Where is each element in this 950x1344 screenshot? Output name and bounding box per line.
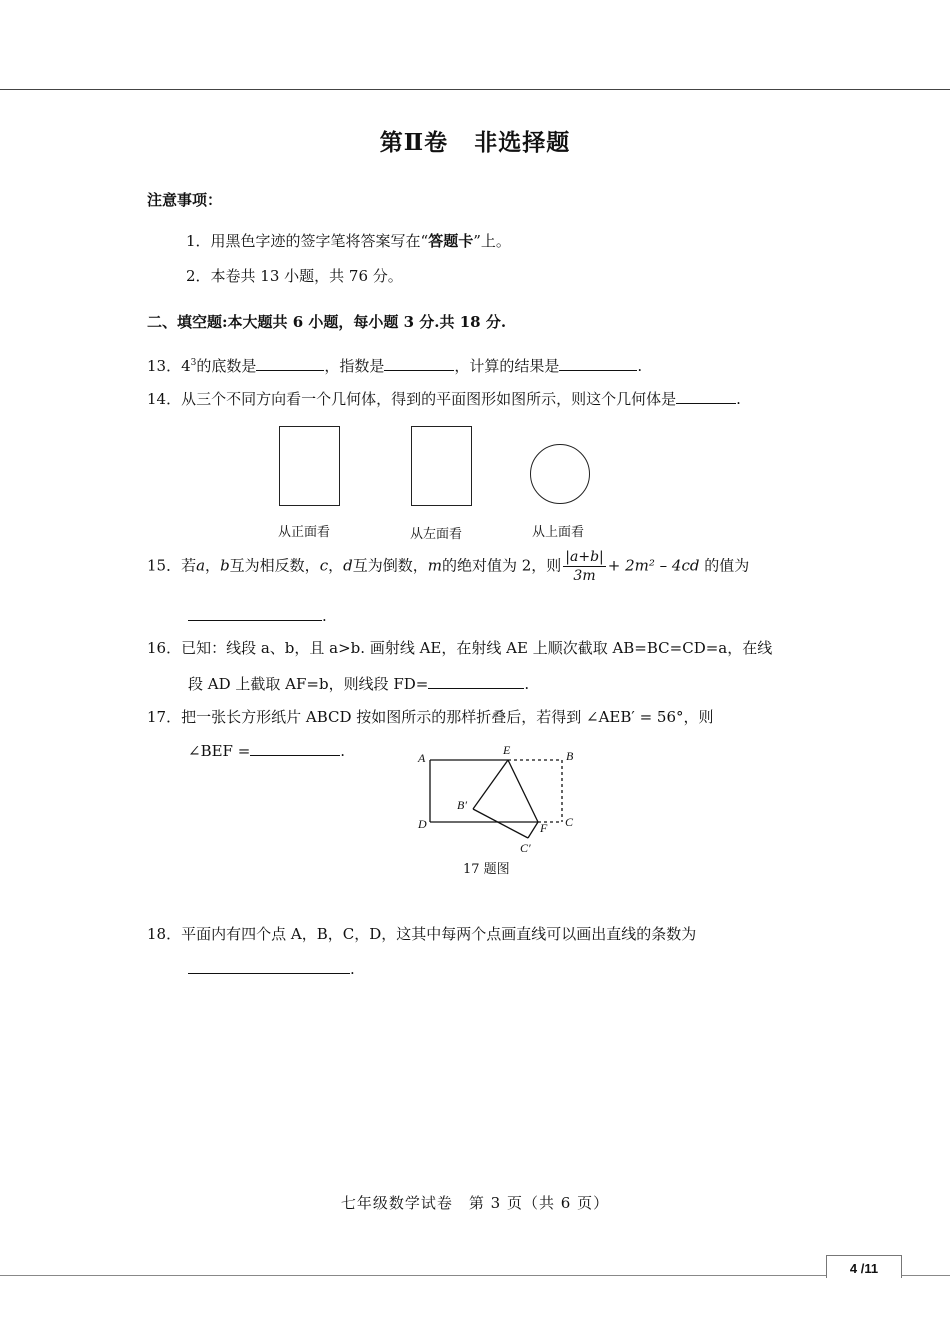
section2-heading: 二、填空题:本大题共 6 小题，每小题 3 分.共 18 分. <box>147 313 507 331</box>
notes-heading: 注意事项： <box>147 191 223 209</box>
q13-num: 13． <box>147 357 182 375</box>
q15-var-b: b <box>220 556 230 575</box>
q15-num: 15．若 <box>147 556 197 575</box>
q15-blank[interactable] <box>188 606 322 621</box>
q13-end: . <box>637 357 643 375</box>
q15-end: . <box>322 607 327 625</box>
question-13 <box>147 355 642 376</box>
left-view-rectangle <box>411 426 472 506</box>
q13-text-3: ，计算的结果是 <box>454 357 560 375</box>
q15-text-2: 互为倒数， <box>352 556 428 575</box>
edge-BprimeCprime <box>473 809 528 838</box>
q15-frac-denominator: 3m <box>573 568 596 584</box>
q14-end: . <box>736 390 741 408</box>
edge-EBprime <box>473 760 508 809</box>
title-part2: 非选择题 <box>474 129 571 156</box>
front-view-rectangle <box>279 426 340 506</box>
label-Cprime: C′ <box>520 841 531 854</box>
q13-base: 4 <box>181 357 191 375</box>
q13-blank-2[interactable] <box>384 356 454 371</box>
q17-end: . <box>340 742 346 760</box>
question-16-line-1: 16．已知：线段 a、b，且 a>b. 画射线 AE，在射线 AE 上顺次截取 AB=BC=CD=a，在线 <box>147 639 773 657</box>
top-view-circle <box>530 444 590 504</box>
header-rule <box>0 89 950 90</box>
q15-fraction <box>563 548 605 585</box>
label-Bprime: B′ <box>457 798 467 812</box>
label-B: B <box>566 749 574 763</box>
notes-item-2: 2．本卷共 13 小题，共 76 分。 <box>186 267 403 285</box>
notes-item-1-pre: 1．用黑色字迹的签字笔将答案写在“ <box>186 232 429 250</box>
label-F: F <box>540 821 548 835</box>
question-17-line-1: 17．把一张长方形纸片 ABCD 按如图所示的那样折叠后，若得到 ∠AEB′ = 56°，则 <box>147 708 714 726</box>
q15-var-c: c <box>319 556 329 575</box>
page-indicator: 4 /11 <box>826 1255 902 1278</box>
q14-text: 14．从三个不同方向看一个几何体，得到的平面图形如图所示，则这个几何体是 <box>147 390 677 408</box>
q18-end: . <box>350 960 355 978</box>
q15-var-d: d <box>343 556 353 575</box>
q16-blank[interactable] <box>428 674 524 689</box>
label-E: E <box>503 743 511 757</box>
notes-item-1 <box>186 230 511 251</box>
notes-item-1-post: ”上。 <box>473 232 511 250</box>
question-16-line-2 <box>188 673 529 694</box>
label-A: A <box>418 751 426 765</box>
q15-var-a: a <box>196 556 206 575</box>
question-18-answer-line <box>188 959 355 978</box>
footer-rule <box>0 1275 950 1276</box>
edge-CprimeF <box>528 822 538 838</box>
q15-text-1: 互为相反数， <box>229 556 320 575</box>
label-D: D <box>418 817 427 831</box>
q15-expr-tail: + 2m² – 4cd <box>607 556 700 575</box>
q16-line-2-pre: 段 AD 上截取 AF=b，则线段 FD= <box>188 675 429 693</box>
q15-text-3: 的绝对值为 2，则 <box>441 556 562 575</box>
view-caption-top: 从上面看 <box>532 525 585 540</box>
q15-text-4: 的值为 <box>704 556 750 575</box>
title-part1: 第Ⅱ卷 <box>379 129 449 156</box>
q14-blank[interactable] <box>676 389 736 404</box>
q13-blank-3[interactable] <box>559 356 637 371</box>
question-14 <box>147 388 741 409</box>
question-17-line-2 <box>188 741 345 760</box>
q15-sep-2: ， <box>328 556 344 575</box>
question-15 <box>147 548 749 585</box>
q15-answer-line <box>188 606 327 625</box>
notes-item-1-bold: 答题卡 <box>428 232 474 250</box>
q18-blank[interactable] <box>188 959 350 974</box>
q13-text-2: ，指数是 <box>324 357 385 375</box>
fold-line-EF <box>508 760 538 822</box>
q15-frac-numerator: |a+b| <box>565 549 604 565</box>
fold-diagram <box>410 742 590 854</box>
q13-text-1: 的底数是 <box>196 357 257 375</box>
figure-17-caption: 17 题图 <box>463 862 510 877</box>
q13-exp: 3 <box>190 358 197 368</box>
page-footer: 七年级数学试卷 第 3 页（共 6 页） <box>340 1194 610 1212</box>
question-18-line-1: 18．平面内有四个点 A，B，C，D，这其中每两个点画直线可以画出直线的条数为 <box>147 925 697 943</box>
q17-blank[interactable] <box>250 741 340 756</box>
view-caption-left: 从左面看 <box>410 527 463 542</box>
q15-sep-1: ， <box>205 556 221 575</box>
q13-blank-1[interactable] <box>256 356 324 371</box>
q15-var-m: m <box>427 556 442 575</box>
view-caption-front: 从正面看 <box>278 525 331 540</box>
section-title <box>0 124 950 157</box>
q16-end: . <box>524 675 530 693</box>
label-C: C <box>565 815 574 829</box>
q17-line-2-pre: ∠BEF = <box>188 742 251 760</box>
